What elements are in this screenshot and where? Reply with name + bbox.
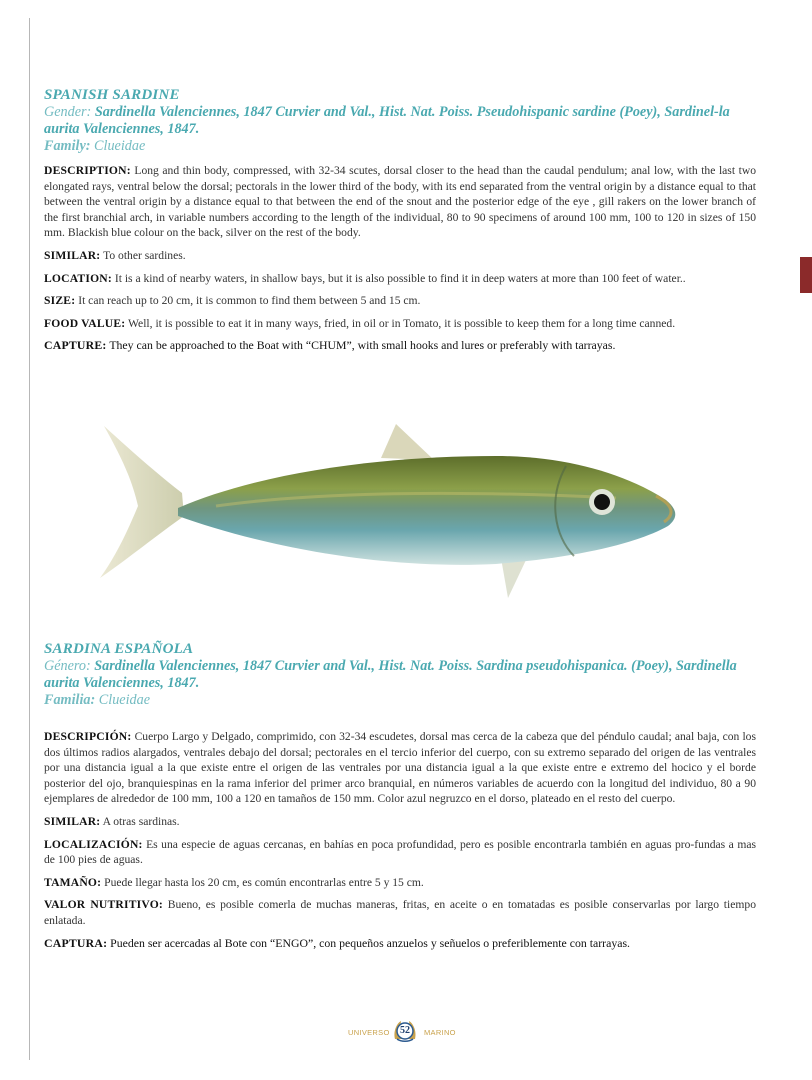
family-value: Clueidae [94,138,146,154]
similar-text: A otras sardinas. [102,814,180,828]
description-label: DESCRIPCIÓN: [44,730,132,743]
family-label: Familia: [44,692,96,708]
capture-label: CAPTURA: [44,935,108,950]
english-similar [44,248,756,264]
size-text: It can reach up to 20 cm, it is common to find them between 5 and 15 cm. [78,294,421,308]
dorsal-fin [381,424,434,460]
english-section [44,86,756,361]
size-text: Puede llegar hasta los 20 cm, es común encontrarlas entre 5 y 15 cm. [104,875,424,889]
similar-text: To other sardines. [103,248,186,262]
capture-label: CAPTURE: [44,338,107,353]
spanish-size [44,875,756,891]
location-label: LOCATION: [44,271,112,285]
food-label: FOOD VALUE: [44,316,126,330]
description-text: Cuerpo Largo y Delgado, comprimido, con 32-34 escudetes, dorsal mas cerca de la cabeza que del péndulo caudal; anal baja, con los dos últimos radios alargados, ventrales debajo del dorsal; pectorales en el tercio inferior del cuerpo, con su extremo separado del origen de las ventrales por una distancia igual a la que existe entre el origen de las ventrales por una distancia igual a la que existe entre e extremo del hocico y el borde posterior del ojo, branquiespinas en la rama inferior del primer arco branquial, en números variables de acuerdo con la longitud del individuo, 80 a 90 ejemplares de alrededor de 100 mm, 100 a 120 en tamaños de 150 mm. Color azul negruzco en el dorso, plateado en el resto del cuerpo. [44,730,756,806]
spanish-genus [44,658,756,692]
page-footer [340,1016,460,1046]
genus-text: Sardinella Valenciennes, 1847 Curvier and Val., Hist. Nat. Poiss. Sardina pseudohispanica. (Poey), Sardinella aurita Valenciennes, 1847. [44,658,737,691]
size-label: TAMAÑO: [44,875,102,889]
sardine-illustration [96,418,681,608]
description-text: Long and thin body, compressed, with 32-34 scutes, dorsal closer to the head than the caudal pendulum; anal low, with the last two elongated rays, ventral below the dorsal; pectorals in the lower third of the body, with its end separated from the ventral origin by a distance equal to that between the ventral origin by a distance equal to that between the end of the snout and the posterior edge of the eye , gill rakers on the lower branch of the first branchial arch, in variable numbers according to the length of the individual, 80 to 90 specimens of around 100 mm, 100 to 120 in sizes of 150 mm. Blackish blue colour on the back, silver on the rest of the body. [44,164,756,240]
page-number: 52 [400,1025,410,1036]
location-text: It is a kind of nearby waters, in shallow bays, but it is also possible to find it in deep waters at more than 100 feet of water.. [114,271,686,285]
chapter-tab-marker [800,257,812,293]
family-label: Family: [44,138,91,154]
english-food-value [44,316,756,332]
pelvic-fin [501,558,526,598]
tail-fin [100,426,184,578]
english-location [44,271,756,287]
genus-label: Género: [44,658,91,674]
location-text: Es una especie de aguas cercanas, en bahías en poca profundidad, pero es posible encontrarla también en aguas pro-fundas a mas de 100 pies de aguas. [44,837,756,867]
food-label: VALOR NUTRITIVO: [44,898,163,912]
capture-text: They can be approached to the Boat with “CHUM”, with small hooks and lures or preferably with tarrayas. [109,338,616,353]
footer-left-word: UNIVERSO [348,1028,390,1037]
spanish-title: SARDINA ESPAÑOLA [44,641,194,657]
english-family [44,138,756,155]
page-margin-rule [29,18,30,1060]
spanish-capture [44,936,756,952]
spanish-family [44,692,756,709]
english-description [44,163,756,241]
capture-text: Pueden ser acercadas al Bote con “ENGO”, con pequeños anzuelos y señuelos o preferiblemente con tarrayas. [110,935,630,950]
spanish-section [44,640,756,958]
genus-text: Sardinella Valenciennes, 1847 Curvier and Val., Hist. Nat. Poiss. Pseudohispanic sardine (Poey), Sardinel-la aurita Valenciennes, 1847. [44,104,730,137]
spanish-similar [44,814,756,830]
description-label: DESCRIPTION: [44,164,131,177]
size-label: SIZE: [44,294,76,308]
spanish-food-value [44,897,756,928]
spanish-description [44,729,756,807]
spanish-location [44,837,756,868]
english-size [44,293,756,309]
similar-label: SIMILAR: [44,814,101,828]
english-capture [44,338,756,354]
genus-label: Gender: [44,104,92,120]
location-label: LOCALIZACIÓN: [44,837,143,851]
food-text: Well, it is possible to eat it in many ways, fried, in oil or in Tomato, it is possible to keep them for a long time canned. [128,316,676,330]
footer-right-word: MARINO [424,1028,456,1037]
family-value: Clueidae [98,692,151,708]
similar-label: SIMILAR: [44,248,101,262]
english-title: SPANISH SARDINE [44,87,180,103]
english-genus [44,104,756,138]
food-text: Bueno, es posible comerla de muchas maneras, fritas, en aceite o en tomatadas es posible conservarlas por largo tiempo enlatada. [44,898,756,927]
